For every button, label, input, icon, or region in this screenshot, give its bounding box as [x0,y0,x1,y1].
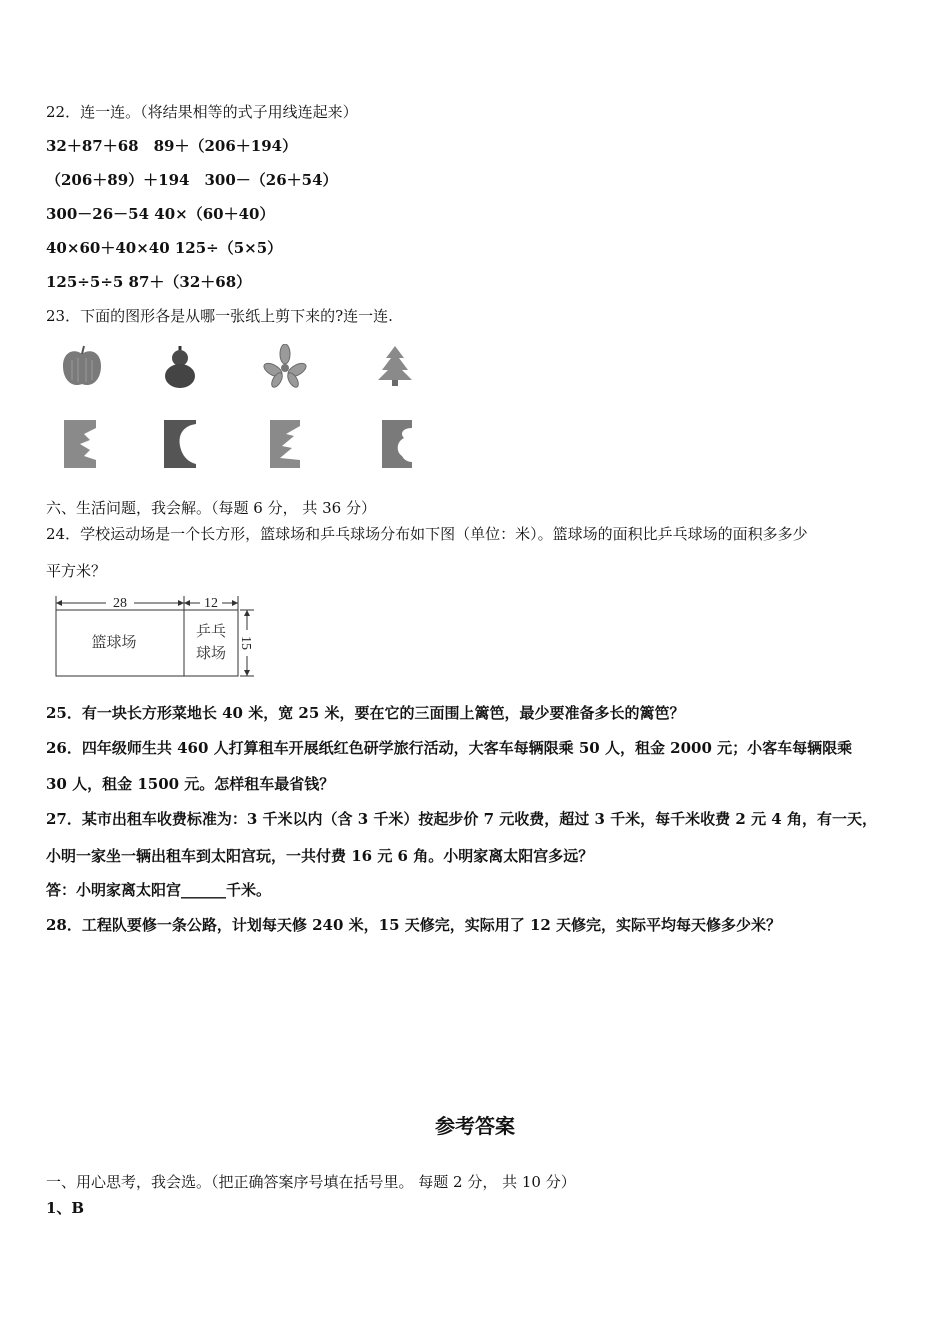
pingpong-court-label-1: 乒乓 [195,622,227,640]
q23-title: 23．下面的图形各是从哪一张纸上剪下来的?连一连. [46,307,393,325]
gourd-cutout-icon [160,342,200,390]
answers-title: 参考答案 [435,1114,515,1138]
section-6-title: 六、生活问题，我会解。（每题 6 分， 共 36 分） [46,499,376,517]
paper-flower-notch-icon [60,418,100,470]
basketball-court-label: 篮球场 [91,633,137,651]
q22-row-4: 40×60＋40×40 125÷（5×5） [46,239,283,257]
sports-field-diagram [50,590,260,682]
apple-cutout-icon [60,344,104,390]
q24-line-1: 24．学校运动场是一个长方形，篮球场和乒乓球场分布如下图（单位：米）。篮球场的面积比乒乓球场的面积多多少 [46,525,808,543]
q22-row-2: （206＋89）＋194 300－（26＋54） [46,171,338,189]
answers-section-1: 一、用心思考，我会选。（把正确答案序号填在括号里。 每题 2 分， 共 10 分） [46,1173,576,1191]
q25-text: 25．有一块长方形菜地长 40 米，宽 25 米，要在它的三面围上篱笆，最少要准备多长的篱笆？ [46,704,685,722]
paper-tree-notch-icon [266,418,306,470]
paper-apple-notch-icon [160,418,200,470]
q26-line-1: 26．四年级师生共 460 人打算租车开展纸红色研学旅行活动，大客车每辆限乘 50 人，租金 2000 元；小客车每辆限乘 [46,739,853,757]
pingpong-length-label: 12 [204,596,218,611]
q27-line-2: 小明一家坐一辆出租车到太阳宫玩，一共付费 16 元 6 角。小明家离太阳宫多远？ [46,847,594,865]
q24-line-2: 平方米？ [46,562,107,580]
q27-answer: 答：小明家离太阳宫______千米。 [46,881,272,899]
q22-title: 22．连一连。（将结果相等的式子用线连起来） [46,103,358,121]
q28-text: 28．工程队要修一条公路，计划每天修 240 米，15 天修完，实际用了 12 天修完，实际平均每天修多少米？ [46,916,782,934]
q27-line-1: 27．某市出租车收费标准为：3 千米以内（含 3 千米）按起步价 7 元收费，超过 3 千米，每千米收费 2 元 4 角，有一天， [46,810,877,828]
basketball-length-label: 28 [113,596,127,611]
height-label: 15 [238,636,253,650]
flower-cutout-icon [262,344,308,388]
q22-row-3: 300－26－54 40×（60＋40） [46,205,275,223]
tree-cutout-icon [374,344,416,388]
q22-row-1: 32＋87＋68 89＋（206＋194） [46,137,298,155]
paper-gourd-notch-icon [378,418,418,470]
q26-line-2: 30 人，租金 1500 元。怎样租车最省钱？ [46,775,335,793]
answer-1: 1、B [46,1199,85,1217]
q22-row-5: 125÷5÷5 87＋（32＋68） [46,273,252,291]
pingpong-court-label-2: 球场 [195,644,227,662]
